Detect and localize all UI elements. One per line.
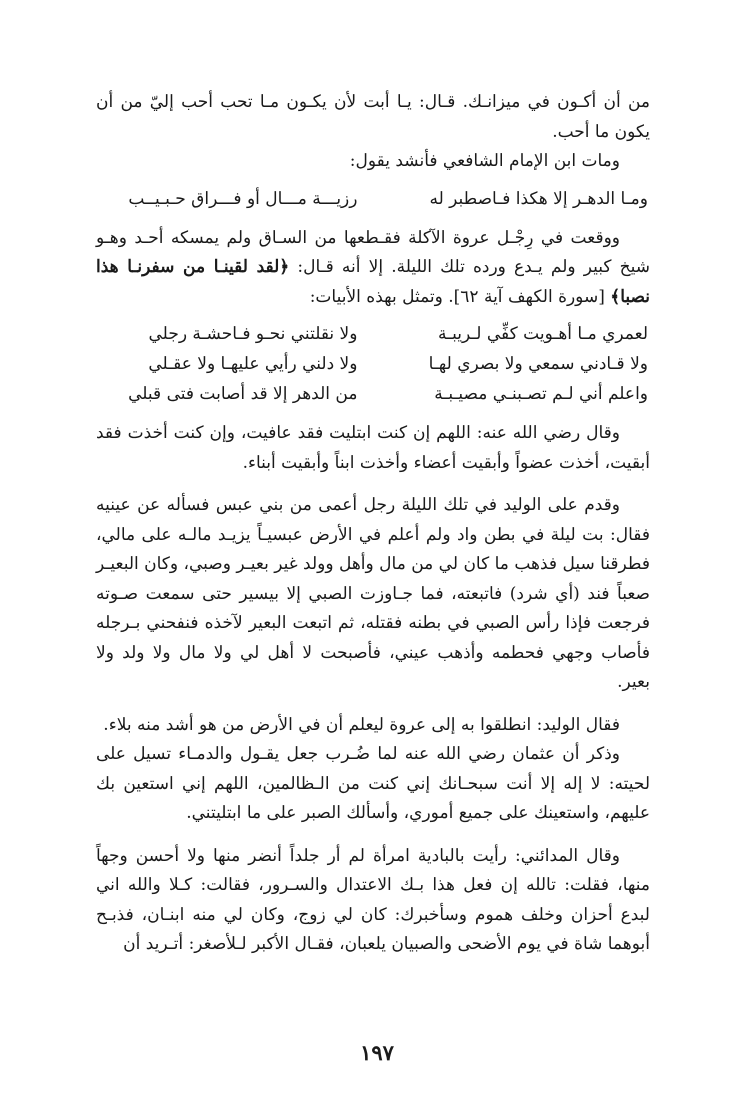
page-number: ١٩٧: [360, 1040, 394, 1065]
paragraph-urwa-text-start: ووقعت في رِجْـل عروة الآكلة فقـطعها من السـاق ولم يمسكه أحـد وهـو شيخ كبير ولم يـدع ورده تلك الليلة. إلا أنه قـال:: [96, 227, 650, 277]
paragraph-1: من أن أكـون في ميزانـك. قـال: يـا أبت لأن يكـون مـا تحب أحب إليّ من أن يكون ما أحب.: [96, 92, 650, 142]
paragraph-urwa: [96, 224, 650, 313]
poem-urwa: [96, 319, 650, 409]
verse-first-hemistich: ولا قـادني سمعي ولا بصري لهـا: [428, 354, 648, 374]
paragraph-walid: فقال الوليد: انطلقوا به إلى عروة ليعلم أن في الأرض من هو أشد منه بلاء.: [103, 714, 620, 735]
verse-first-hemistich: واعلم أني لـم تصـبنـي مصيـبـة: [434, 384, 648, 404]
verse-line: [96, 349, 650, 379]
verse-second-hemistich: ولا دلني رأيي عليهـا ولا عقـلي: [148, 354, 358, 374]
verse-second-hemistich: رزيـــة مـــال أو فـــراق حـبـيــب: [128, 188, 358, 209]
verse-line: [96, 184, 650, 214]
verse-line: [96, 379, 650, 409]
paragraph-urwa-text-end: [سورة الكهف آية ٦٢]. وتمثل بهذه الأبيات:: [309, 286, 611, 307]
quran-quote: ﴿لقد لقينـا من سفرنـا هذا نصبا﴾: [96, 257, 650, 307]
paragraph-dua: وقال رضي الله عنه: اللهم إن كنت ابتليت فقد عافيت، وإن كنت أخذت فقد أبقيت، أخذت عضواً وأبقيت أعضاء وأخذت ابناً وأبقيت أبناء.: [96, 423, 650, 473]
verse-first-hemistich: لعمري مـا أهـويت كفِّي لـريبـة: [437, 324, 648, 344]
paragraph-madaini: وقال المدائني: رأيت بالبادية امرأة لم أر جلداً أنضر منها ولا أحسن وجهاً منها، فقلت: تالله إن فعل هذا بـك الاعتدال والسـرور، فقالت: كـلا والله اني لبدع أحزان وخلف هموم وسأخبرك: كان لي زوج، وكان لي منه ابنـان، فذبـح أبوهما شاة في يوم الأضحى والصبيان يلعبان، فقـال الأكبر لـلأصغر: أتـريد أن: [96, 845, 650, 954]
paragraph-shafii-intro: ومات ابن الإمام الشافعي فأنشد يقول:: [349, 151, 620, 171]
verse-first-hemistich: ومـا الدهـر إلا هكذا فـاصطبر له: [429, 188, 648, 209]
verse-line: [96, 319, 650, 349]
paragraph-blind-man: وقدم على الوليد في تلك الليلة رجل أعمى من بني عبس فسأله عن عينيه فقال: بت ليلة في بطن واد ولم أعلم في الأرض عبسيـاً يزيـد مالـه على مالي، فطرقنا سيل فذهب ما كان لي من مال وأهل وولد غير بعيـر وصبي، وكان البعيـر صعباً فند (أي شرد) فاتبعته، فما جـاوزت الصبي إلا بيسير حتى سمعت صـوته فرجعت فإذا رأس الصبي في بطنه فقتله، ثم اتبعت البعير لآخذه فنفحني بـرجله فأصاب وجهي فحطمه وأذهب عيني، فأصبحت لا أهل لي ولا مال ولا ولد ولا بعير.: [96, 495, 650, 692]
verse-second-hemistich: ولا نقلتني نحـو فـاحشـة رجلي: [148, 324, 358, 344]
poem-shafii: [96, 184, 650, 214]
verse-second-hemistich: من الدهر إلا قد أصابت فتى قبلي: [128, 384, 358, 404]
paragraph-uthman: وذكر أن عثمان رضي الله عنه لما ضُـرب جعل يقـول والدمـاء تسيل على لحيته: لا إله إلا أنت سبحـانك إني كنت من الـظالمين، اللهم إني استعين بك عليهم، واستعينك على جميع أموري، وأسألك الصبر على ما ابتليتني.: [96, 744, 650, 823]
